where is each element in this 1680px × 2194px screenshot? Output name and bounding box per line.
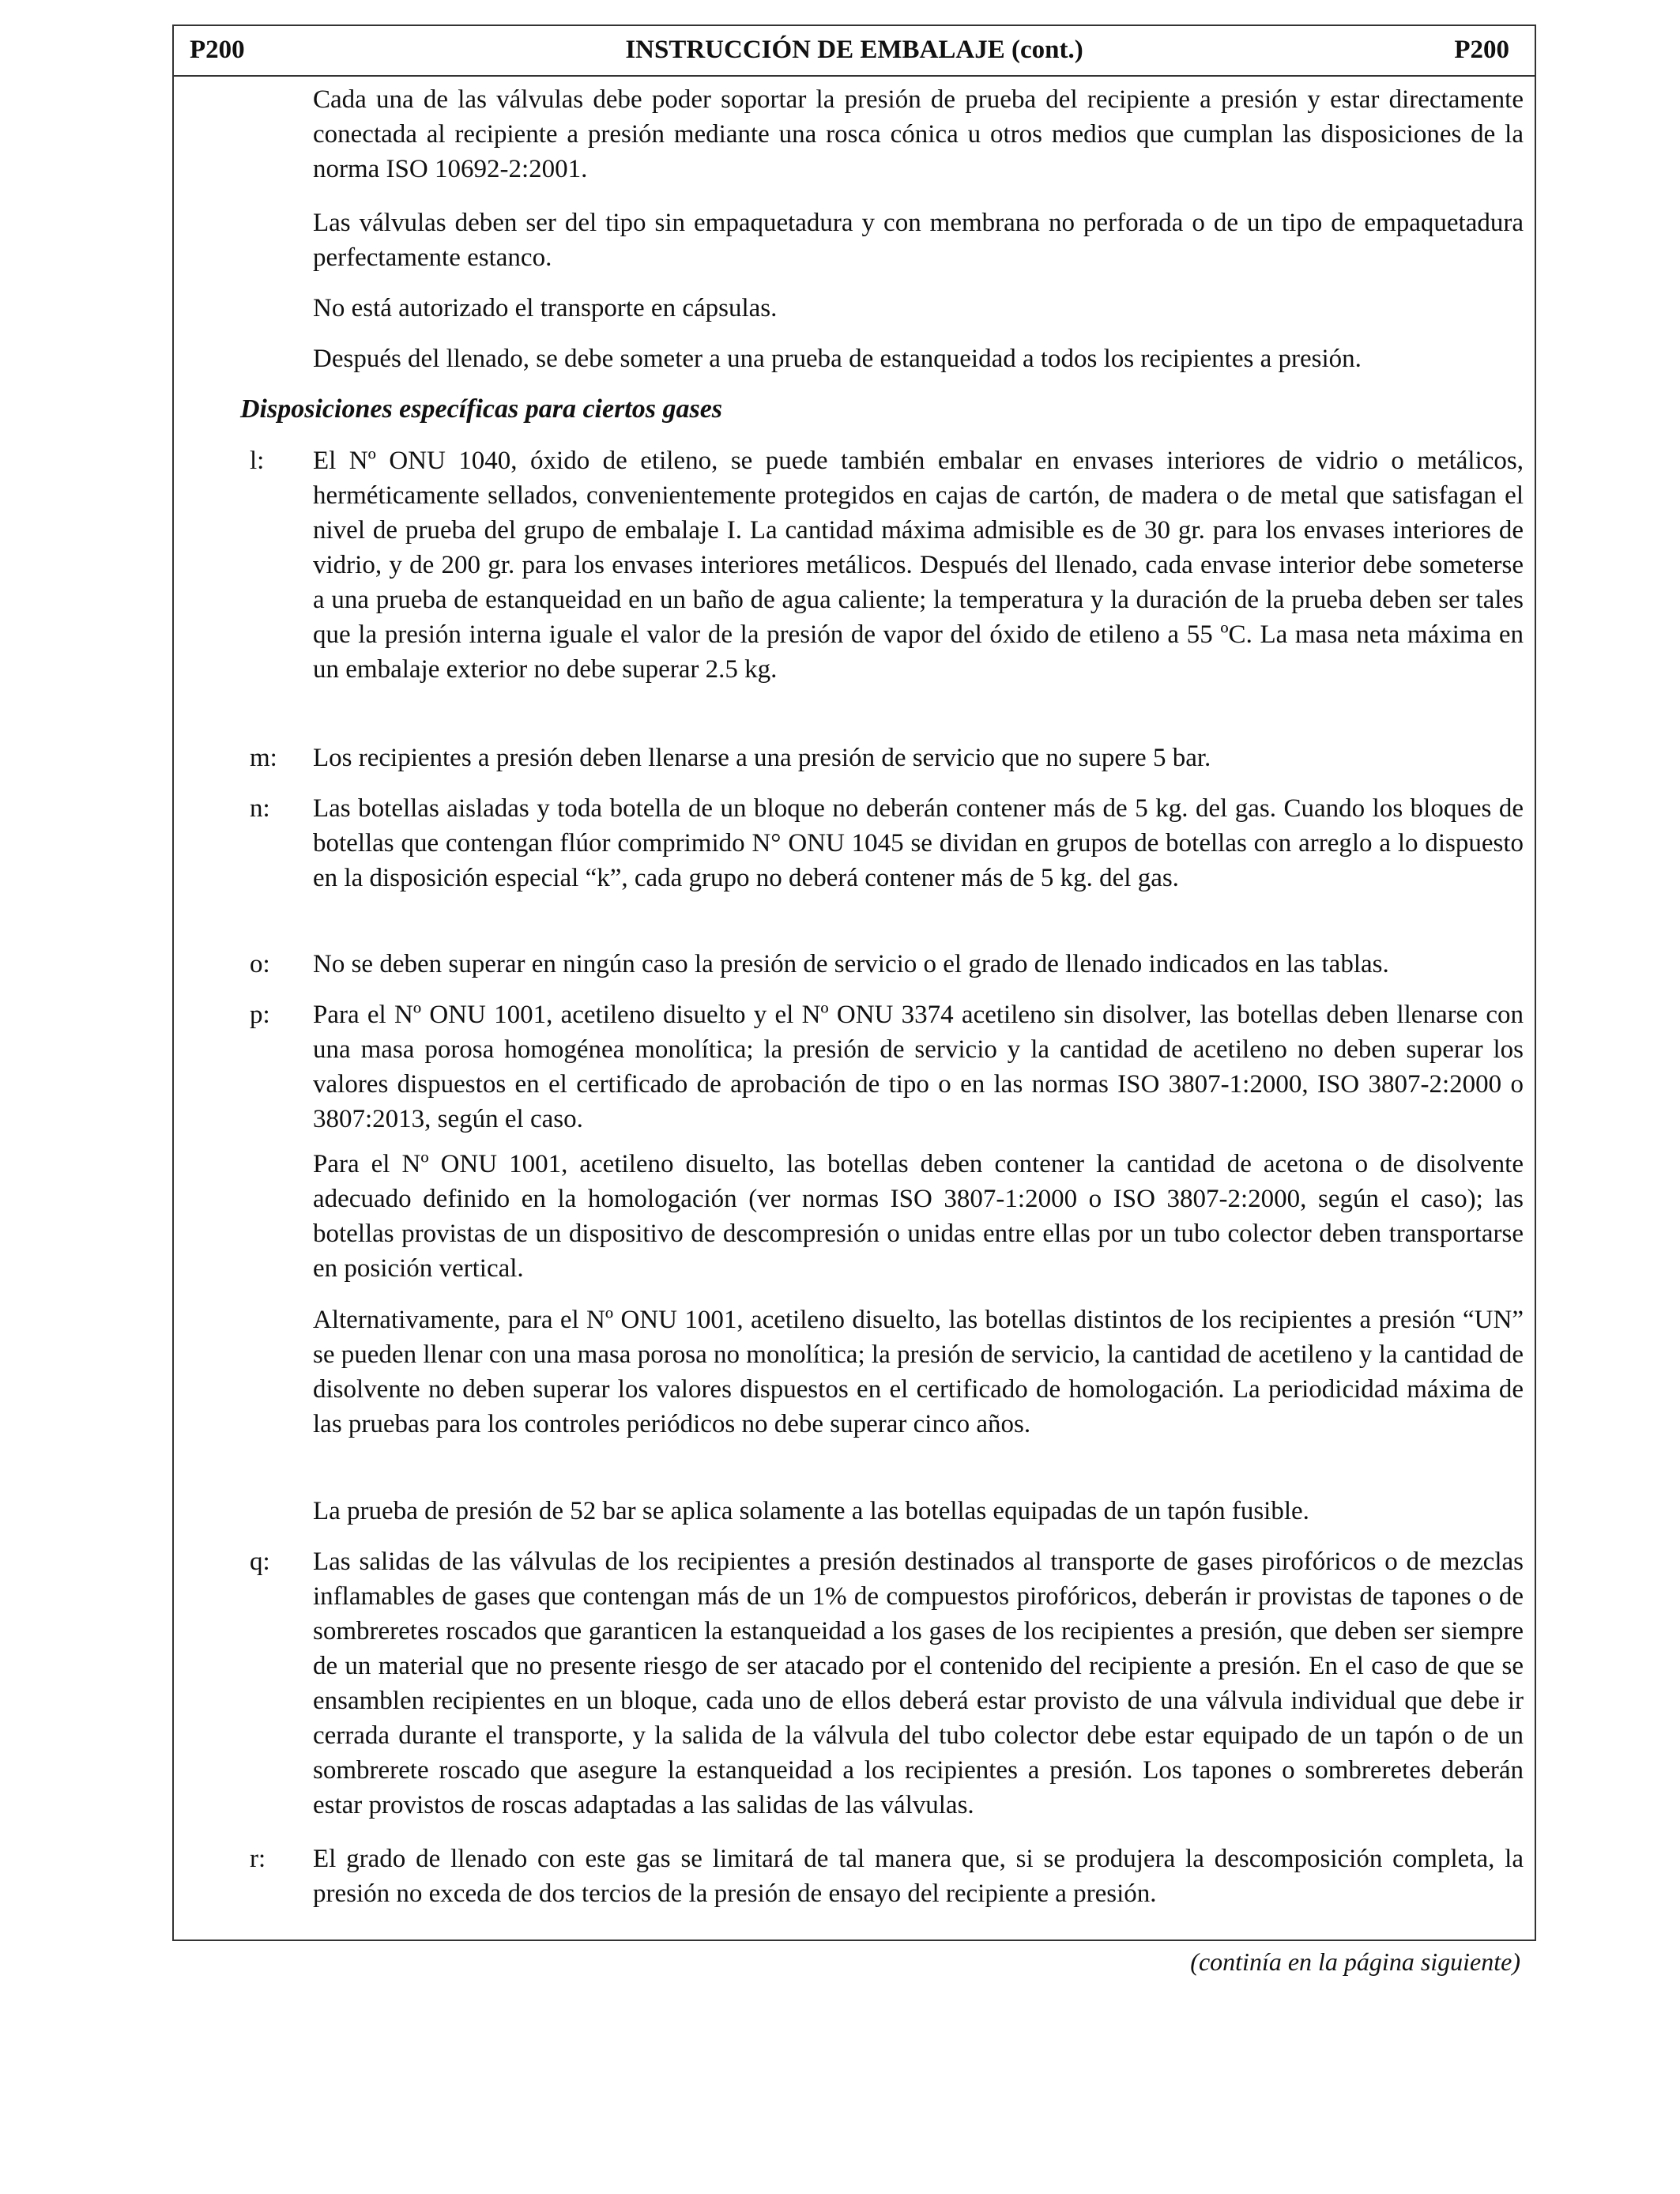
provision-text-p-2: Para el Nº ONU 1001, acetileno disuelto, las botellas deben contener la cantidad de acetona o de disolvente adecuado definido en la homologación (ver normas ISO 3807-1:2000 o ISO 3807-2:2000, según el caso); las botellas provistas de un dispositivo de descompresión o unidas entre ellas por un tubo colector deben transportarse en posición vertical.: [313, 1150, 1524, 1283]
provision-label-m: m:: [250, 744, 277, 772]
provision-label-r: r:: [250, 1845, 266, 1873]
provision-text-n: Las botellas aisladas y toda botella de un bloque no deberán contener más de 5 kg. del gas. Cuando los bloques de botellas que contengan flúor comprimido N° ONU 1045 se dividan en grupos de botellas con arreglo a lo dispuesto en la disposición especial “k”, cada grupo no deberá contener más de 5 kg. del gas.: [313, 794, 1524, 892]
provision-text-p-1: Para el Nº ONU 1001, acetileno disuelto y el Nº ONU 3374 acetileno sin disolver, las botellas deben llenarse con una masa porosa homogénea monolítica; la presión de servicio y la cantidad de acetileno no deben superar los valores dispuestos en el certificado de aprobación de tipo o en las normas ISO 3807-1:2000, ISO 3807-2:2000 o 3807:2013, según el caso.: [313, 1001, 1524, 1133]
provision-label-p: p:: [250, 1001, 270, 1029]
instruction-code-left: P200: [190, 36, 245, 64]
provision-label-o: o:: [250, 950, 270, 978]
intro-paragraph-packing: Las válvulas deben ser del tipo sin empaquetadura y con membrana no perforada o de un tipo de empaquetadura perfectamente estanco.: [313, 209, 1524, 272]
provision-text-p-4: La prueba de presión de 52 bar se aplica solamente a las botellas equipadas de un tapón fusible.: [313, 1497, 1309, 1525]
provision-label-q: q:: [250, 1547, 270, 1576]
packing-instruction-box: [172, 25, 1536, 1941]
instruction-code-right: P200: [1454, 36, 1509, 64]
intro-paragraph-valves: Cada una de las válvulas debe poder soportar la presión de prueba del recipiente a presión y estar directamente conectada al recipiente a presión mediante una rosca cónica u otros medios que cumplan las disposiciones de la norma ISO 10692-2:2001.: [313, 85, 1524, 183]
provision-text-o: No se deben superar en ningún caso la presión de servicio o el grado de llenado indicados en las tablas.: [313, 950, 1389, 978]
table-header: [174, 26, 1535, 77]
intro-paragraph-leak-test: Después del llenado, se debe someter a una prueba de estanqueidad a todos los recipientes a presión.: [313, 345, 1362, 373]
provision-text-r: El grado de llenado con este gas se limitará de tal manera que, si se produjera la descomposición completa, la presión no exceda de dos tercios de la presión de ensayo del recipiente a presión.: [313, 1845, 1524, 1908]
instruction-title: INSTRUCCIÓN DE EMBALAJE (cont.): [625, 36, 1083, 64]
provision-label-l: l:: [250, 447, 265, 475]
section-heading: Disposiciones específicas para ciertos gases: [240, 394, 723, 424]
provision-text-l: El Nº ONU 1040, óxido de etileno, se puede también embalar en envases interiores de vidrio o metálicos, herméticamente sellados, convenientemente protegidos en cajas de cartón, de madera o de metal que satisfagan el nivel de prueba del grupo de embalaje I. La cantidad máxima admisible es de 30 gr. para los envases interiores de vidrio, y de 200 gr. para los envases interiores metálicos. Después del llenado, cada envase interior debe someterse a una prueba de estanqueidad en un baño de agua caliente; la temperatura y la duración de la prueba deben ser tales que la presión interna iguale el valor de la presión de vapor del óxido de etileno a 55 ºC. La masa neta máxima en un embalaje exterior no debe superar 2.5 kg.: [313, 447, 1524, 684]
intro-paragraph-capsules: No está autorizado el transporte en cápsulas.: [313, 294, 778, 322]
provision-text-q: Las salidas de las válvulas de los recipientes a presión destinados al transporte de gases pirofóricos o de mezclas inflamables de gases que contengan más de un 1% de compuestos pirofóricos, deberán ir provistas de tapones o de sombreretes roscados que garanticen la estanqueidad a los gases de los recipientes a presión, que deben ser siempre de un material que no presente riesgo de ser atacado por el contenido del recipiente a presión. En el caso de que se ensamblen recipientes en un bloque, cada uno de ellos deberá estar provisto de una válvula individual que debe ir cerrada durante el transporte, y la salida de la válvula del tubo colector debe estar equipado de un tapón o de un sombrerete roscado que asegure la estanqueidad a los recipientes a presión. Los tapones o sombreretes deberán estar provistos de roscas adaptadas a las salidas de las válvulas.: [313, 1547, 1524, 1819]
continuation-note: (continíа en la página siguiente): [1190, 1947, 1520, 1976]
provision-label-n: n:: [250, 794, 270, 823]
provision-text-p-3: Alternativamente, para el Nº ONU 1001, acetileno disuelto, las botellas distintos de los recipientes a presión “UN” se pueden llenar con una masa porosa no monolítica; la presión de servicio, la cantidad de acetileno y la cantidad de disolvente no deben superar los valores dispuestos en el certificado de homologación. La periodicidad máxima de las pruebas para los controles periódicos no debe superar cinco años.: [313, 1306, 1524, 1438]
provision-text-m: Los recipientes a presión deben llenarse a una presión de servicio que no supere 5 bar.: [313, 744, 1211, 772]
